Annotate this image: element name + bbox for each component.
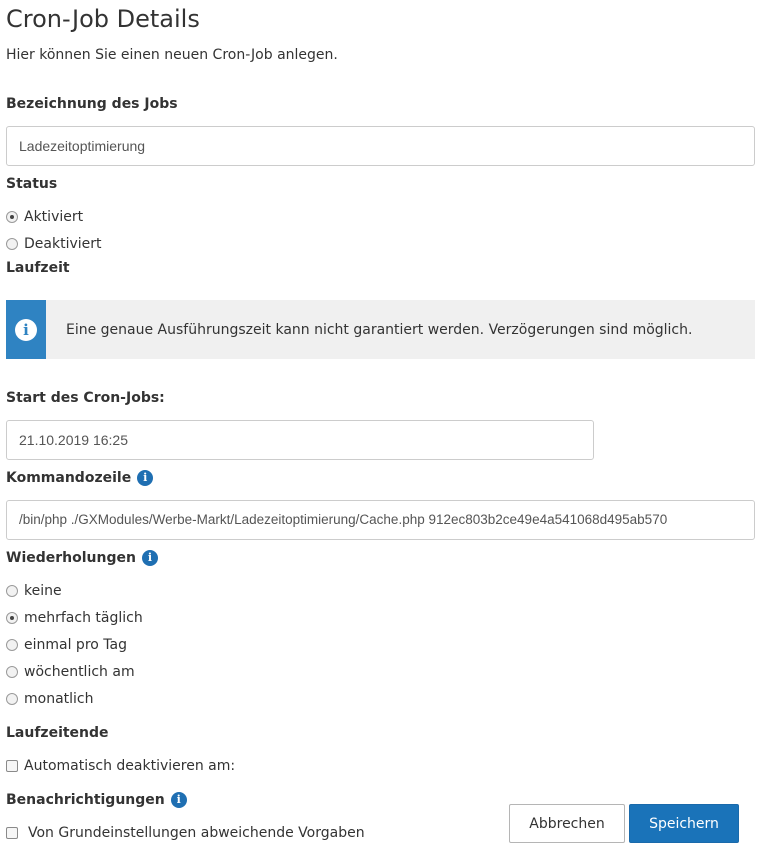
repeat-label: Wiederholungen i <box>6 550 158 566</box>
custom-defaults-checkbox-row[interactable]: Von Grundeinstellungen abweichende Vorgaben <box>6 823 365 843</box>
repeat-option-once-daily[interactable]: einmal pro Tag <box>6 635 127 655</box>
info-strip <box>6 300 46 359</box>
cancel-button[interactable]: Abbrechen <box>509 804 625 843</box>
checkbox-icon[interactable] <box>6 827 18 839</box>
repeat-option-none[interactable]: keine <box>6 581 62 601</box>
page-subtitle: Hier können Sie einen neuen Cron-Job anlegen. <box>6 47 338 63</box>
notifications-label: Benachrichtigungen i <box>6 792 187 808</box>
start-label: Start des Cron-Jobs: <box>6 390 165 406</box>
end-label: Laufzeitende <box>6 725 109 741</box>
command-label: Kommandozeile i <box>6 470 153 486</box>
page-title: Cron-Job Details <box>6 5 200 33</box>
notifications-help-icon[interactable]: i <box>171 792 187 808</box>
runtime-label: Laufzeit <box>6 260 70 276</box>
repeat-option-monthly[interactable]: monatlich <box>6 689 94 709</box>
status-label: Status <box>6 176 58 192</box>
command-help-icon[interactable]: i <box>137 470 153 486</box>
auto-deactivate-checkbox-row[interactable]: Automatisch deaktivieren am: <box>6 756 235 776</box>
info-text: Eine genaue Ausführungszeit kann nicht garantiert werden. Verzögerungen sind möglich. <box>66 321 693 338</box>
radio-checked-icon[interactable] <box>6 612 18 624</box>
info-icon: i <box>15 319 37 341</box>
repeat-help-icon[interactable]: i <box>142 550 158 566</box>
command-input[interactable]: /bin/php ./GXModules/Werbe-Markt/Ladezeitoptimierung/Cache.php 912ec803b2ce49e4a541068d495ab570 <box>6 500 755 540</box>
runtime-info-box <box>6 300 755 359</box>
save-button[interactable]: Speichern <box>629 804 739 843</box>
repeat-option-weekly[interactable]: wöchentlich am <box>6 662 135 682</box>
repeat-option-multiple-daily[interactable]: mehrfach täglich <box>6 608 143 628</box>
status-option-deactivated[interactable]: Deaktiviert <box>6 234 102 254</box>
radio-icon[interactable] <box>6 238 18 250</box>
radio-icon[interactable] <box>6 639 18 651</box>
checkbox-icon[interactable] <box>6 760 18 772</box>
job-name-label: Bezeichnung des Jobs <box>6 96 178 112</box>
start-datetime-input[interactable]: 21.10.2019 16:25 <box>6 420 594 460</box>
status-option-activated[interactable]: Aktiviert <box>6 207 83 227</box>
radio-icon[interactable] <box>6 585 18 597</box>
radio-icon[interactable] <box>6 666 18 678</box>
job-name-input[interactable]: Ladezeitoptimierung <box>6 126 755 166</box>
radio-icon[interactable] <box>6 693 18 705</box>
radio-checked-icon[interactable] <box>6 211 18 223</box>
